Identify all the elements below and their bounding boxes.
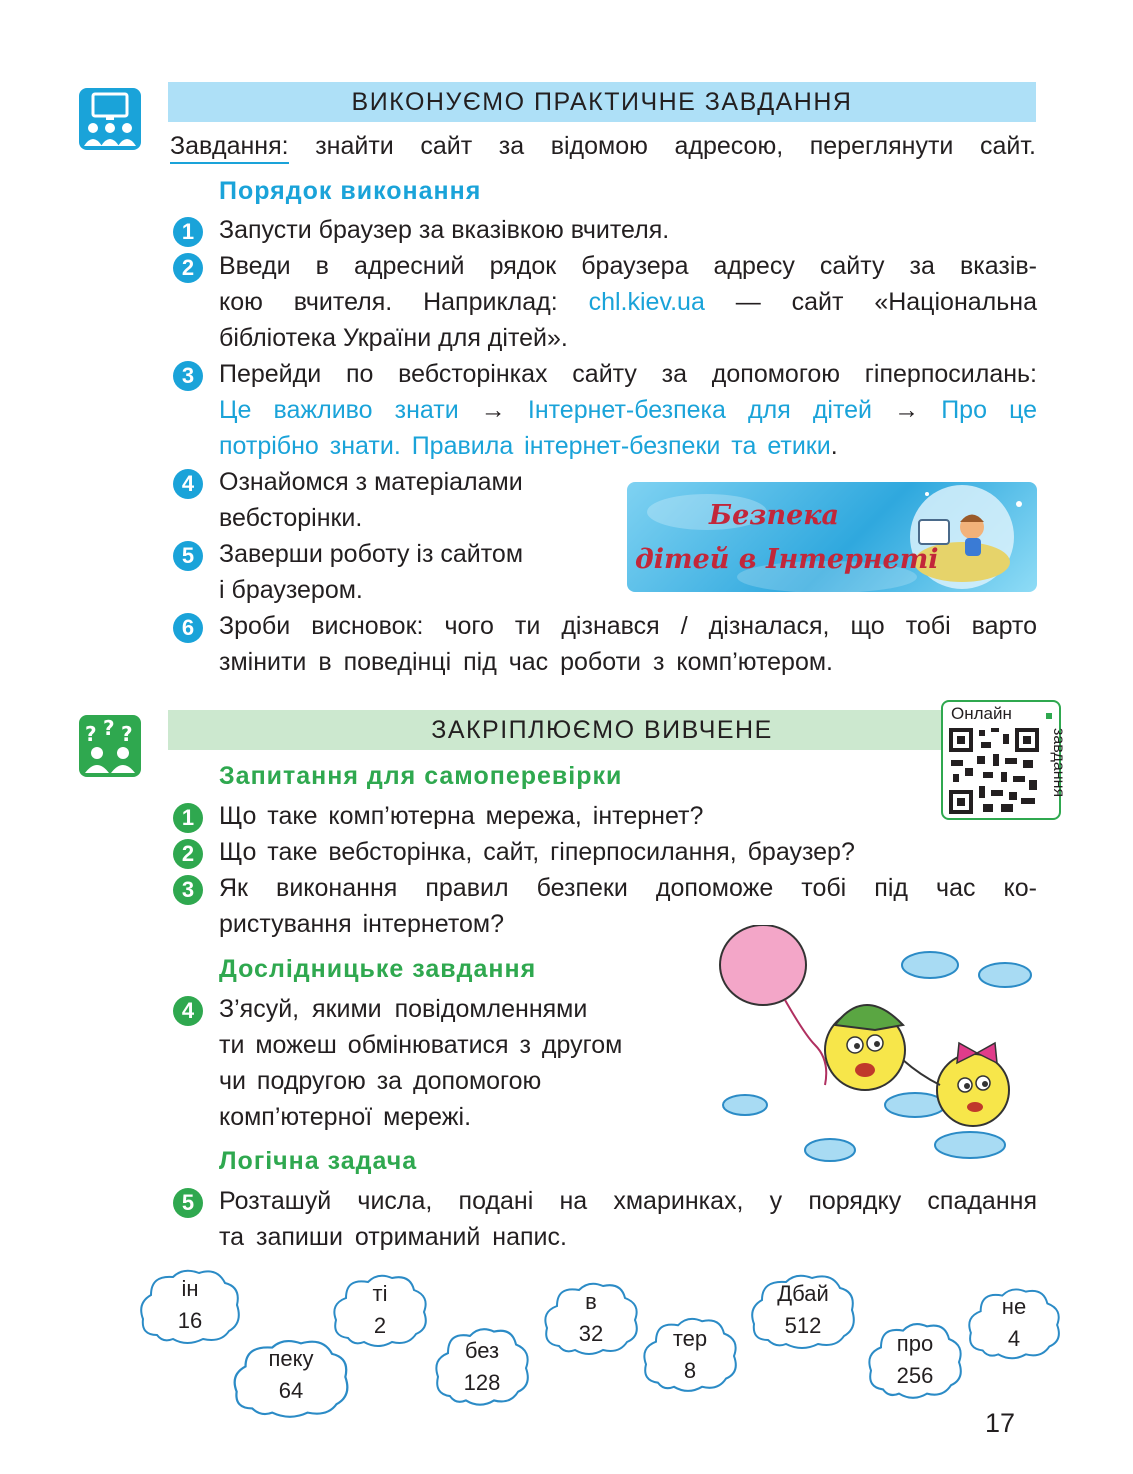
internet-safety-banner (627, 482, 1037, 592)
task-statement (170, 128, 1036, 164)
cloud-word: без (464, 1338, 500, 1363)
cloud-in-16 (137, 1265, 243, 1347)
question-number-5: 5 (173, 1188, 203, 1218)
step-5-line-1: Заверши роботу із сайтом (219, 540, 524, 568)
questions-icon (79, 715, 141, 777)
step-number-3: 3 (173, 361, 203, 391)
section-title-practice: ВИКОНУЄМО ПРАКТИЧНЕ ЗАВДАННЯ (168, 82, 1036, 122)
question-3-line-2: ристування інтернетом? (219, 910, 504, 938)
step-number-1: 1 (173, 217, 203, 247)
step-2-line-2 (219, 284, 1037, 320)
task-text: знайти сайт за відомою адресою, переглянути сайт. (315, 132, 1036, 160)
order-heading: Порядок виконання (219, 177, 482, 205)
svg-text:?: ? (121, 722, 133, 746)
cloud-word: ті (372, 1281, 388, 1306)
question-1-text: Що таке комп’ютерна мережа, інтернет? (219, 802, 704, 830)
cloud-number: 2 (373, 1313, 387, 1338)
step-3-dot: . (830, 432, 838, 460)
step-4-line-2: вебсторінки. (219, 504, 363, 532)
step-2-line-1: Введи в адресний рядок браузера адресу сайту за вказів- (219, 252, 1037, 280)
cloud-number: 8 (683, 1358, 697, 1383)
cloud-word: в (585, 1289, 597, 1314)
task-label: Завдання: (170, 132, 289, 164)
step-number-5: 5 (173, 541, 203, 571)
question-4-line-3: чи подругою за допомогою (219, 1067, 542, 1095)
cloud-word: ін (181, 1276, 199, 1301)
banner-title-line-2: дітей в Інтернеті (635, 544, 939, 575)
step-2-text-b: — сайт «Національна (735, 288, 1037, 316)
cloud-peku-64 (230, 1335, 352, 1421)
question-2-text: Що таке вебсторінка, сайт, гіперпосилання, браузер? (219, 838, 855, 866)
cloud-number: 32 (578, 1321, 604, 1346)
cloud-number: 16 (177, 1308, 203, 1333)
cloud-number: 256 (896, 1363, 934, 1388)
cloud-ter-8 (640, 1313, 740, 1395)
cloud-pro-256 (865, 1318, 965, 1402)
step-1-text: Запусти браузер за вказівкою вчителя. (219, 216, 670, 244)
cloud-ne-4 (965, 1283, 1063, 1363)
step-3-line-3 (219, 428, 1037, 464)
step-number-4: 4 (173, 469, 203, 499)
cloud-word: про (896, 1331, 934, 1356)
step-number-2: 2 (173, 253, 203, 283)
cloud-number: 64 (278, 1378, 304, 1403)
link-rules[interactable]: потрібно знати. Правила інтернет-безпеки та етики (219, 432, 831, 460)
cloud-number: 512 (784, 1313, 822, 1338)
computer-class-icon (79, 88, 141, 150)
cloud-word: тер (672, 1326, 708, 1351)
cloud-dbai-512 (748, 1270, 858, 1352)
step-2-line-3: бібліотека України для дітей». (219, 324, 568, 352)
research-heading: Дослідницьке завдання (219, 955, 537, 983)
step-2-text-a: кою вчителя. Наприклад: (219, 288, 558, 316)
cloud-word: не (1001, 1294, 1027, 1319)
step-5-line-2: і браузером. (219, 576, 363, 604)
cloud-bez-128 (432, 1323, 532, 1409)
online-side-label: завдання (1050, 728, 1067, 798)
link-internet-safety[interactable]: Інтернет-безпека для дітей (527, 396, 873, 424)
cloud-word: Дбай (777, 1281, 829, 1306)
question-number-3: 3 (173, 875, 203, 905)
step-number-6: 6 (173, 613, 203, 643)
cloud-v-32 (541, 1278, 641, 1358)
svg-text:?: ? (103, 716, 115, 740)
question-5-line-2: та запиши отриманий напис. (219, 1223, 567, 1251)
svg-text:?: ? (85, 722, 97, 746)
arrow-1: → (480, 396, 506, 424)
question-4-line-1: З’ясуй, якими повідомленнями (219, 995, 588, 1023)
step-6-line-1: Зроби висновок: чого ти дізнався / дізналася, що тобі варто (219, 612, 1037, 640)
cloud-word: пеку (268, 1346, 314, 1371)
questions-heading: Запитання для самоперевірки (219, 762, 623, 790)
banner-title-line-1: Безпека (709, 500, 840, 531)
cloud-number: 128 (463, 1370, 501, 1395)
online-dot (1046, 713, 1052, 719)
question-number-2: 2 (173, 839, 203, 869)
step-6-line-2: змінити в поведінці під час роботи з комп’ютером. (219, 648, 833, 676)
link-important-to-know[interactable]: Це важливо знати (219, 396, 459, 424)
step-3-line-2 (219, 392, 1037, 428)
link-about-this[interactable]: Про це (941, 396, 1038, 424)
site-link[interactable]: chl.kiev.ua (588, 288, 705, 316)
step-3-line-1: Перейди по вебсторінках сайту за допомогою гіперпосилань: (219, 360, 1037, 388)
question-3-line-1: Як виконання правил безпеки допоможе тобі під час ко- (219, 874, 1037, 902)
question-4-line-2: ти можеш обмінюватися з другом (219, 1031, 623, 1059)
step-4-line-1: Ознайомся з матеріалами (219, 468, 523, 496)
online-label: Онлайн (951, 704, 1012, 723)
arrow-2: → (894, 396, 920, 424)
balloon-kids-illustration (715, 925, 1037, 1170)
section-title-review: ЗАКРІПЛЮЄМО ВИВЧЕНЕ (168, 710, 1036, 750)
logic-heading: Логічна задача (219, 1147, 418, 1175)
cloud-number: 4 (1007, 1326, 1021, 1351)
question-number-1: 1 (173, 803, 203, 833)
question-number-4: 4 (173, 996, 203, 1026)
page-number: 17 (985, 1408, 1016, 1438)
question-4-line-4: комп’ютерної мережі. (219, 1103, 472, 1131)
question-5-line-1: Розташуй числа, подані на хмаринках, у порядку спадання (219, 1187, 1037, 1215)
